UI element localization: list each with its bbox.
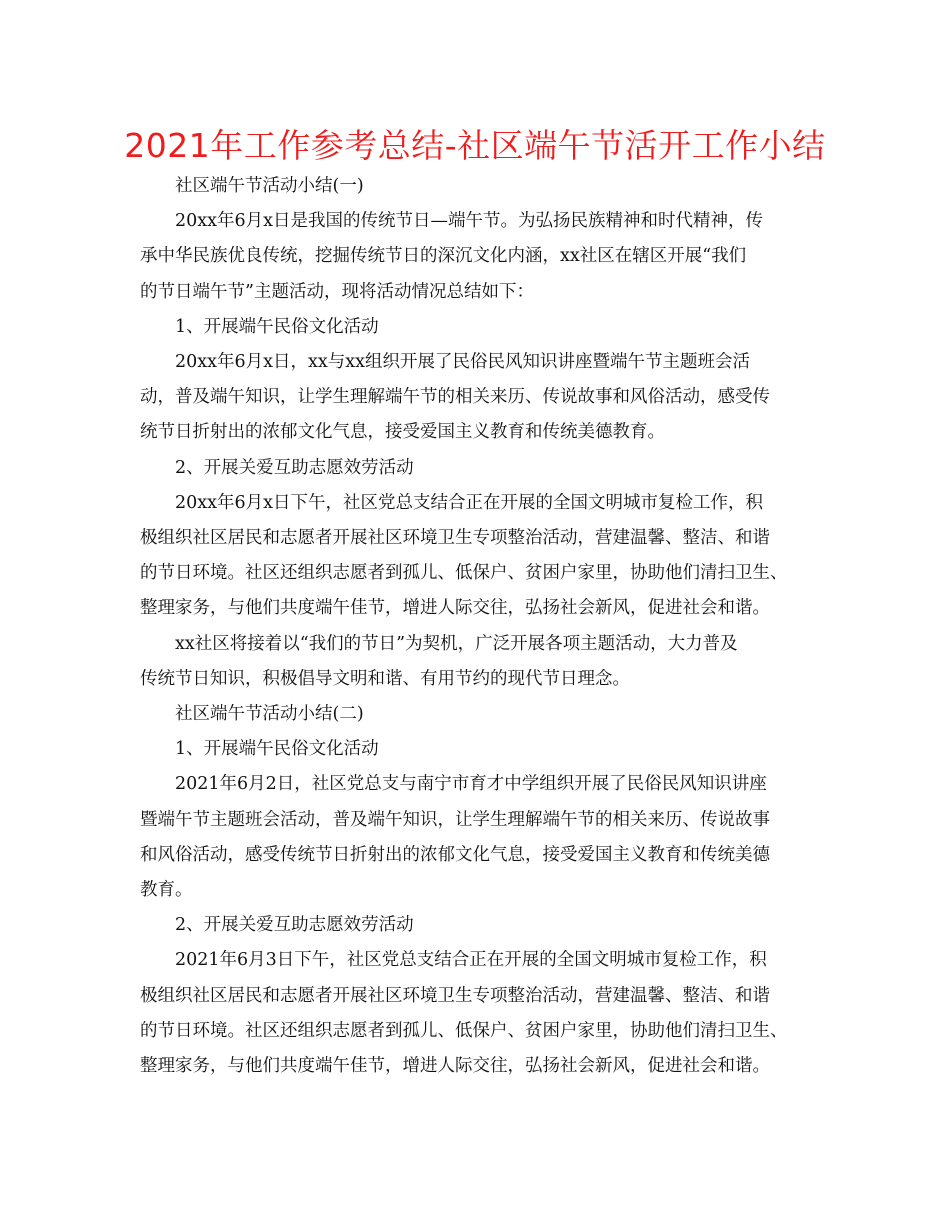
paragraph-line: 动，普及端午知识，让学生理解端午节的相关来历、传说故事和风俗活动，感受传 (140, 387, 770, 408)
paragraph-line: 的节日环境。社区还组织志愿者到孤儿、低保户、贫困户家里，协助他们清扫卫生、 (140, 1020, 788, 1041)
paragraph-first-line: 社区端午节活动小结(二) (175, 704, 364, 725)
paragraph-line: 整理家务，与他们共度端午佳节，增进人际交往，弘扬社会新风，促进社会和谐。 (140, 1056, 770, 1077)
paragraph-line: 整理家务，与他们共度端午佳节，增进人际交往，弘扬社会新风，促进社会和谐。 (140, 598, 770, 619)
paragraph-line: 的节日端午节”主题活动，现将活动情况总结如下： (140, 281, 534, 302)
paragraph-first-line: 20xx年6月x日下午，社区党总支结合正在开展的全国文明城市复检工作，积 (175, 492, 764, 513)
paragraph-line: 传统节日知识，积极倡导文明和谐、有用节约的现代节日理念。 (140, 668, 630, 689)
paragraph-first-line: 2、开展关爱互助志愿效劳活动 (175, 457, 414, 478)
paragraph-line: 统节日折射出的浓郁文化气息，接受爱国主义教育和传统美德教育。 (140, 422, 665, 443)
paragraph-line: 暨端午节主题班会活动，普及端午知识，让学生理解端午节的相关来历、传说故事 (140, 809, 770, 830)
paragraph-first-line: 2021年6月3日下午，社区党总支结合正在开展的全国文明城市复检工作，积 (175, 950, 767, 971)
paragraph-line: 教育。 (140, 880, 193, 901)
paragraph-line: 极组织社区居民和志愿者开展社区环境卫生专项整治活动，营建温馨、整洁、和谐 (140, 985, 770, 1006)
paragraph-line: 和风俗活动，感受传统节日折射出的浓郁文化气息，接受爱国主义教育和传统美德 (140, 844, 770, 865)
paragraph-first-line: 20xx年6月x日，xx与xx组织开展了民俗民风知识讲座暨端午节主题班会活 (175, 352, 750, 373)
paragraph-first-line: 1、开展端午民俗文化活动 (175, 739, 379, 760)
paragraph-line: 的节日环境。社区还组织志愿者到孤儿、低保户、贫困户家里，协助他们清扫卫生、 (140, 563, 788, 584)
paragraph-line: 极组织社区居民和志愿者开展社区环境卫生专项整治活动，营建温馨、整洁、和谐 (140, 528, 770, 549)
paragraph-first-line: xx社区将接着以“我们的节日”为契机，广泛开展各项主题活动，大力普及 (175, 633, 738, 654)
paragraph-first-line: 2021年6月2日，社区党总支与南宁市育才中学组织开展了民俗民风知识讲座 (175, 774, 767, 795)
paragraph-first-line: 1、开展端午民俗文化活动 (175, 316, 379, 337)
document-title: 2021年工作参考总结-社区端午节活开工作小结 (124, 126, 826, 165)
paragraph-first-line: 20xx年6月x日是我国的传统节日—端午节。为弘扬民族精神和时代精神，传 (175, 211, 764, 232)
paragraph-line: 承中华民族优良传统，挖掘传统节日的深沉文化内涵，xx社区在辖区开展“我们 (140, 246, 747, 267)
document-body (140, 169, 812, 1084)
paragraph-first-line: 2、开展关爱互助志愿效劳活动 (175, 915, 414, 936)
paragraph-first-line: 社区端午节活动小结(一) (175, 176, 364, 196)
